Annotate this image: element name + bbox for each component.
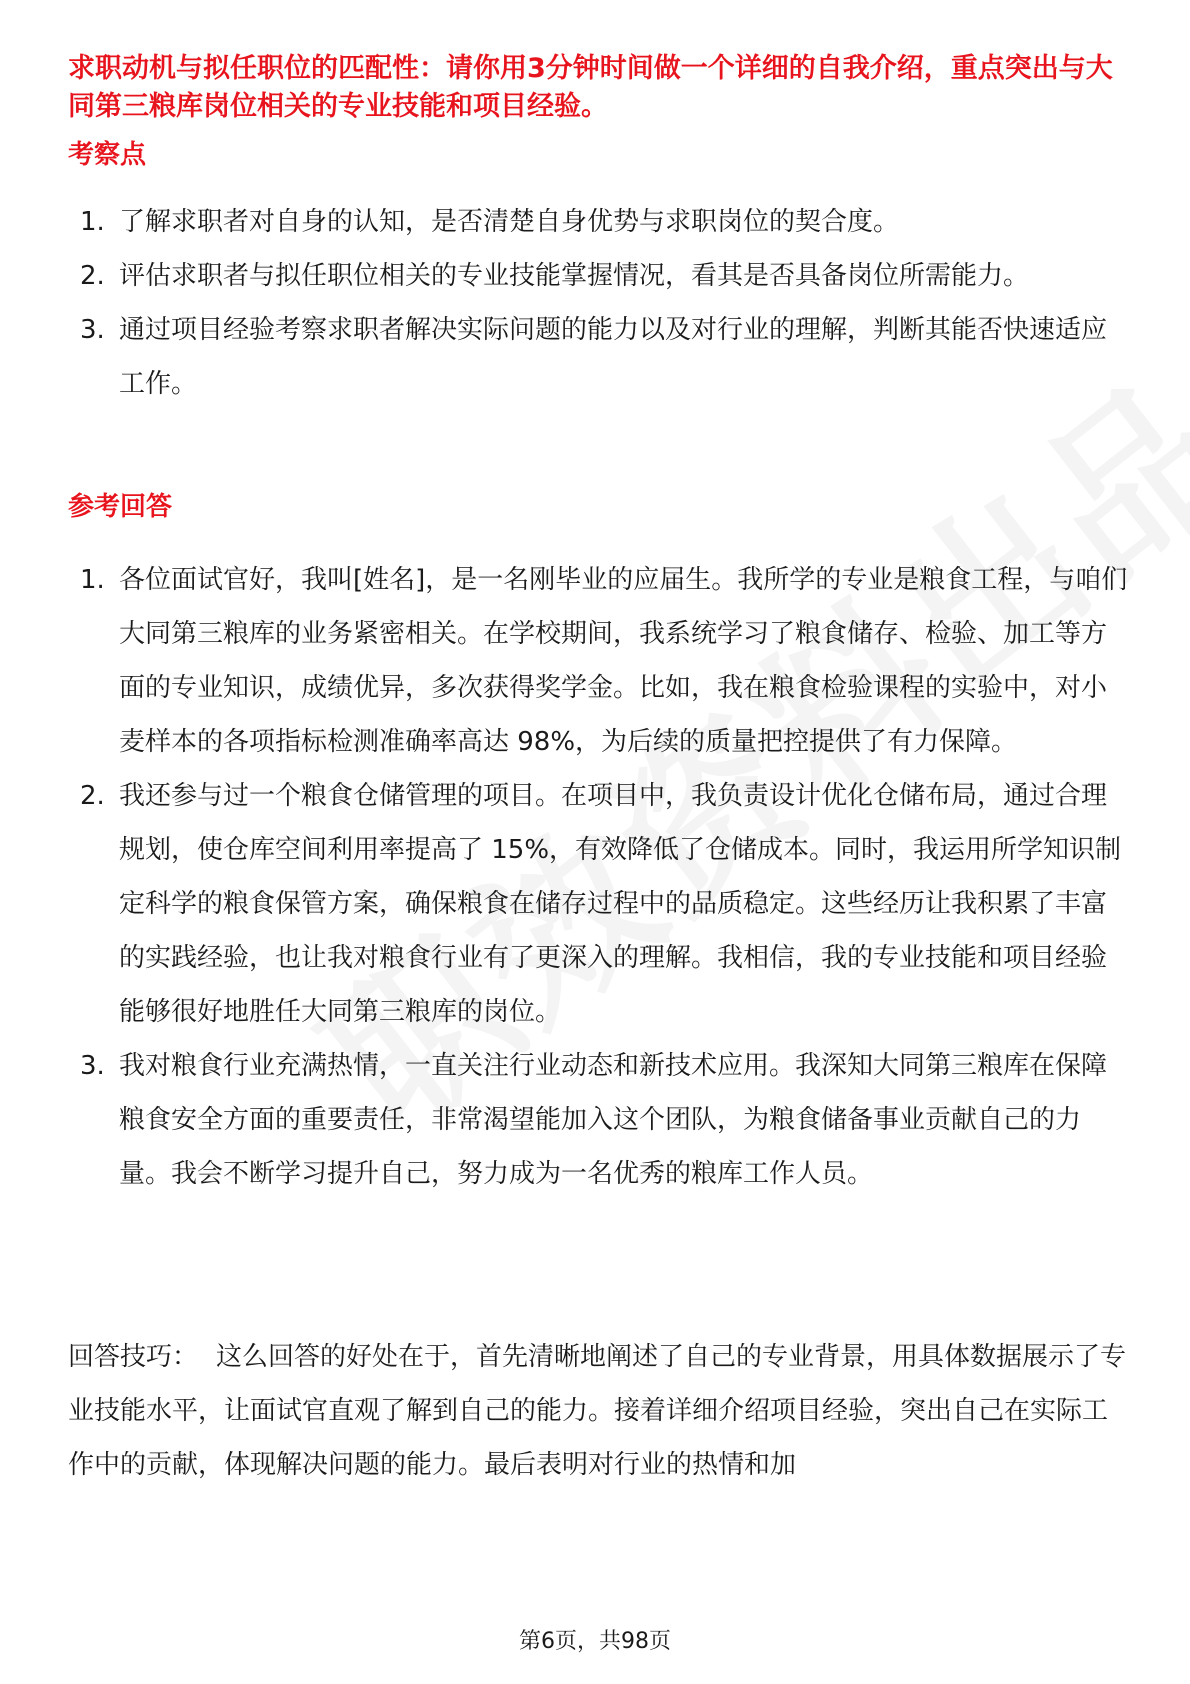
list-item-number: 3. [80,315,105,345]
list-item-text: 了解求职者对自身的认知，是否清楚自身优势与求职岗位的契合度。 [119,207,900,237]
focus-heading: 考察点 [68,140,147,170]
list-item [68,769,1128,1039]
list-item-number: 1. [80,207,105,237]
list-item [68,249,1128,303]
list-item [68,553,1128,769]
list-item-text: 各位面试官好，我叫[姓名]，是一名刚毕业的应届生。我所学的专业是粮食工程，与咱们大同第三粮库的业务紧密相关。在学校期间，我系统学习了粮食储存、检验、加工等方面的专业知识，成绩优异，多次获得奖学金。比如，我在粮食检验课程的实验中，对小麦样本的各项指标检测准确率高达 98%，为后续的质量把控提供了有力保障。 [119,565,1128,757]
page-number: 第6页，共98页 [519,1629,671,1654]
list-item-text: 我还参与过一个粮食仓储管理的项目。在项目中，我负责设计优化仓储布局，通过合理规划，使仓库空间利用率提高了 15%，有效降低了仓储成本。同时，我运用所学知识制定科学的粮食保管方案，确保粮食在储存过程中的品质稳定。这些经历让我积累了丰富的实践经验，也让我对粮食行业有了更深入的理解。我相信，我的专业技能和项目经验能够很好地胜任大同第三粮库的岗位。 [119,781,1122,1027]
answer-heading: 参考回答 [68,492,173,522]
list-item-text: 通过项目经验考察求职者解决实际问题的能力以及对行业的理解，判断其能否快速适应工作。 [119,315,1108,399]
list-item-number: 1. [80,565,105,595]
list-item-number: 3. [80,1051,105,1081]
list-item [68,1039,1128,1201]
list-item-number: 2. [80,261,105,291]
tips-label: 回答技巧： [68,1342,199,1372]
list-item [68,303,1128,411]
list-item [68,195,1128,249]
list-item-text: 评估求职者与拟任职位相关的专业技能掌握情况，看其是否具备岗位所需能力。 [119,261,1030,291]
tips-text: 这么回答的好处在于，首先清晰地阐述了自己的专业背景，用具体数据展示了专业技能水平，让面试官直观了解到自己的能力。接着详细介绍项目经验，突出自己在实际工作中的贡献，体现解决问题的能力。最后表明对行业的热情和加 [68,1342,1127,1480]
list-item-number: 2. [80,781,105,811]
list-item-text: 我对粮食行业充满热情，一直关注行业动态和新技术应用。我深知大同第三粮库在保障粮食安全方面的重要责任，非常渴望能加入这个团队，为粮食储备事业贡献自己的力量。我会不断学习提升自己，努力成为一名优秀的粮库工作人员。 [119,1051,1108,1189]
focus-list [68,195,1128,411]
answer-tips [68,1330,1128,1492]
answer-list [68,553,1128,1201]
question-title: 求职动机与拟任职位的匹配性：请你用3分钟时间做一个详细的自我介绍，重点突出与大同第三粮库岗位相关的专业技能和项目经验。 [68,53,1113,122]
